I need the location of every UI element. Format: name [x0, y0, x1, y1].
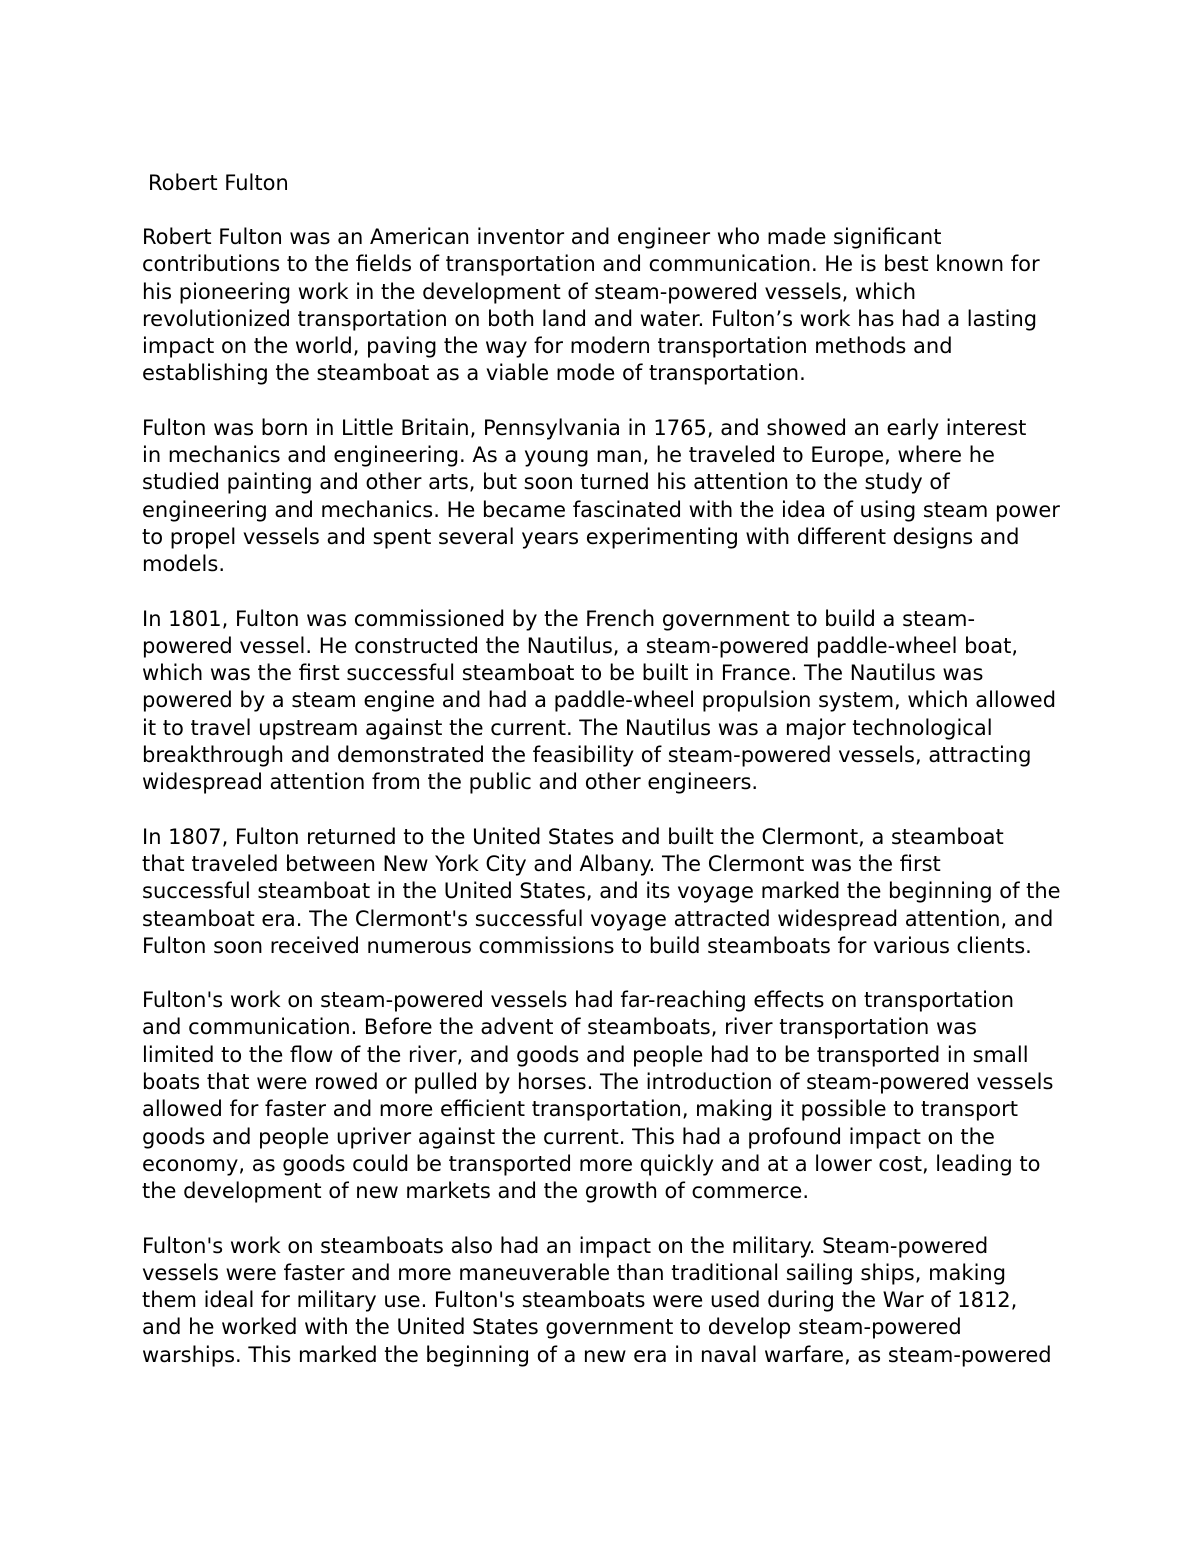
text-line: the development of new markets and the growth of commerce. — [142, 1179, 810, 1204]
text-line: Fulton's work on steamboats also had an impact on the military. Steam-powered — [142, 1233, 989, 1258]
text-line: and communication. Before the advent of steamboats, river transportation was — [142, 1015, 977, 1040]
text-line: impact on the world, paving the way for modern transportation methods and — [142, 334, 953, 359]
text-line: that traveled between New York City and Albany. The Clermont was the first — [142, 851, 941, 876]
text-line: successful steamboat in the United States, and its voyage marked the beginning of the — [142, 879, 1061, 904]
text-line: in mechanics and engineering. As a young man, he traveled to Europe, where he — [142, 443, 995, 468]
text-line: boats that were rowed or pulled by horses. The introduction of steam-powered vessels — [142, 1070, 1054, 1095]
text-line: In 1801, Fulton was commissioned by the French government to build a steam- — [142, 606, 976, 631]
text-line: steamboat era. The Clermont's successful voyage attracted widespread attention, and — [142, 906, 1054, 931]
text-line: them ideal for military use. Fulton's steamboats were used during the War of 1812, — [142, 1288, 1018, 1313]
text-line: vessels were faster and more maneuverable than traditional sailing ships, making — [142, 1260, 1007, 1285]
text-line: studied painting and other arts, but soon turned his attention to the study of — [142, 470, 950, 495]
text-line: Fulton was born in Little Britain, Pennsylvania in 1765, and showed an early interest — [142, 415, 1027, 440]
text-line: Robert Fulton was an American inventor and engineer who made significant — [142, 225, 942, 249]
text-line: models. — [142, 552, 226, 577]
text-line: contributions to the fields of transportation and communication. He is best known for — [142, 252, 1040, 277]
text-line: and he worked with the United States government to develop steam-powered — [142, 1315, 962, 1340]
document-title: Robert Fulton — [148, 171, 289, 195]
text-line: engineering and mechanics. He became fascinated with the idea of using steam power — [142, 497, 1060, 522]
paragraph-early-life — [142, 415, 1072, 579]
text-line: revolutionized transportation on both land and water. Fulton’s work has had a lasting — [142, 306, 1038, 331]
document-body — [142, 170, 1072, 1396]
text-line: warships. This marked the beginning of a new era in naval warfare, as steam-powered — [142, 1342, 1052, 1367]
paragraph-military-impact — [142, 1233, 1072, 1369]
text-line: to propel vessels and spent several years experimenting with different designs and — [142, 524, 1020, 549]
text-line: which was the first successful steamboat to be built in France. The Nautilus was — [142, 661, 984, 686]
text-line: his pioneering work in the development of steam-powered vessels, which — [142, 279, 917, 304]
text-line: limited to the flow of the river, and goods and people had to be transported in small — [142, 1042, 1029, 1067]
text-line: goods and people upriver against the current. This had a profound impact on the — [142, 1124, 995, 1149]
text-line: Fulton soon received numerous commissions to build steamboats for various clients. — [142, 933, 1032, 958]
text-line: Fulton's work on steam-powered vessels had far-reaching effects on transportation — [142, 988, 1015, 1013]
paragraph-nautilus — [142, 606, 1072, 797]
text-line: widespread attention from the public and other engineers. — [142, 770, 759, 795]
paragraph-introduction — [142, 224, 1072, 388]
paragraph-transportation-effects — [142, 987, 1072, 1205]
text-line: breakthrough and demonstrated the feasibility of steam-powered vessels, attracting — [142, 743, 1032, 768]
text-line: In 1807, Fulton returned to the United States and built the Clermont, a steamboat — [142, 824, 1004, 849]
paragraph-clermont — [142, 824, 1072, 960]
text-line: establishing the steamboat as a viable mode of transportation. — [142, 361, 806, 386]
text-line: allowed for faster and more efficient transportation, making it possible to transport — [142, 1097, 1019, 1122]
text-line: it to travel upstream against the current. The Nautilus was a major technological — [142, 715, 993, 740]
text-line: economy, as goods could be transported more quickly and at a lower cost, leading to — [142, 1151, 1041, 1176]
text-line: powered by a steam engine and had a paddle-wheel propulsion system, which allowed — [142, 688, 1057, 713]
text-line: powered vessel. He constructed the Nautilus, a steam-powered paddle-wheel boat, — [142, 633, 1019, 658]
